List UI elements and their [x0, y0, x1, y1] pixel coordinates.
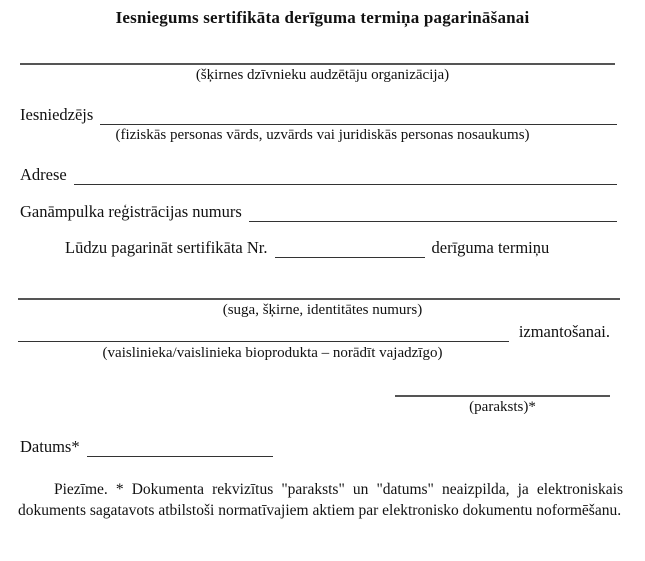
footnote-text: Piezīme. * Dokumenta rekvizītus "paraksts" un "datums" neaizpilda, ja elektroniskais dokuments sagatavots atbilstoši normatīvajiem aktiem par elektronisko dokumentu noformēšanu.: [18, 481, 623, 519]
certificate-number-input-line[interactable]: [275, 238, 425, 258]
applicant-field-row: [20, 105, 617, 125]
applicant-label: Iesniedzējs: [20, 105, 94, 124]
organization-caption: (šķirnes dzīvnieku audzētāju organizācija): [195, 67, 450, 83]
usage-caption-wrap: [0, 344, 545, 362]
address-label: Adrese: [20, 165, 67, 184]
applicant-input-line[interactable]: [100, 105, 617, 125]
signature-caption: (paraksts)*: [469, 399, 536, 415]
organization-input-line[interactable]: [20, 28, 615, 65]
request-text-after: derīguma termiņu: [431, 238, 550, 257]
usage-field-row: [18, 322, 610, 342]
usage-suffix-text: izmantošanai.: [518, 322, 610, 341]
usage-caption: (vaislinieka/vaislinieka bioprodukta – norādīt vajadzīgo): [102, 345, 443, 361]
species-input-line[interactable]: [18, 258, 620, 300]
address-input-line[interactable]: [74, 165, 617, 185]
date-input-line[interactable]: [87, 437, 273, 457]
applicant-caption: (fiziskās personas vārds, uzvārds vai juridiskās personas nosaukums): [115, 127, 530, 143]
address-field-row: [20, 165, 617, 185]
signature-input-line[interactable]: [395, 362, 610, 397]
species-caption: (suga, šķirne, identitātes numurs): [222, 302, 423, 318]
request-sentence-row: [65, 238, 645, 258]
usage-input-line[interactable]: [18, 324, 509, 342]
herd-number-input-line[interactable]: [249, 202, 617, 222]
date-field-row: [20, 437, 617, 457]
date-label: Datums*: [20, 437, 80, 456]
request-text-before: Lūdzu pagarināt sertifikāta Nr.: [65, 238, 268, 257]
signature-block: [395, 362, 610, 417]
herd-number-label: Ganāmpulka reģistrācijas numurs: [20, 202, 242, 221]
herd-number-field-row: [20, 202, 617, 222]
document-title: Iesniegums sertifikāta derīguma termiņa pagarināšanai: [115, 8, 530, 27]
